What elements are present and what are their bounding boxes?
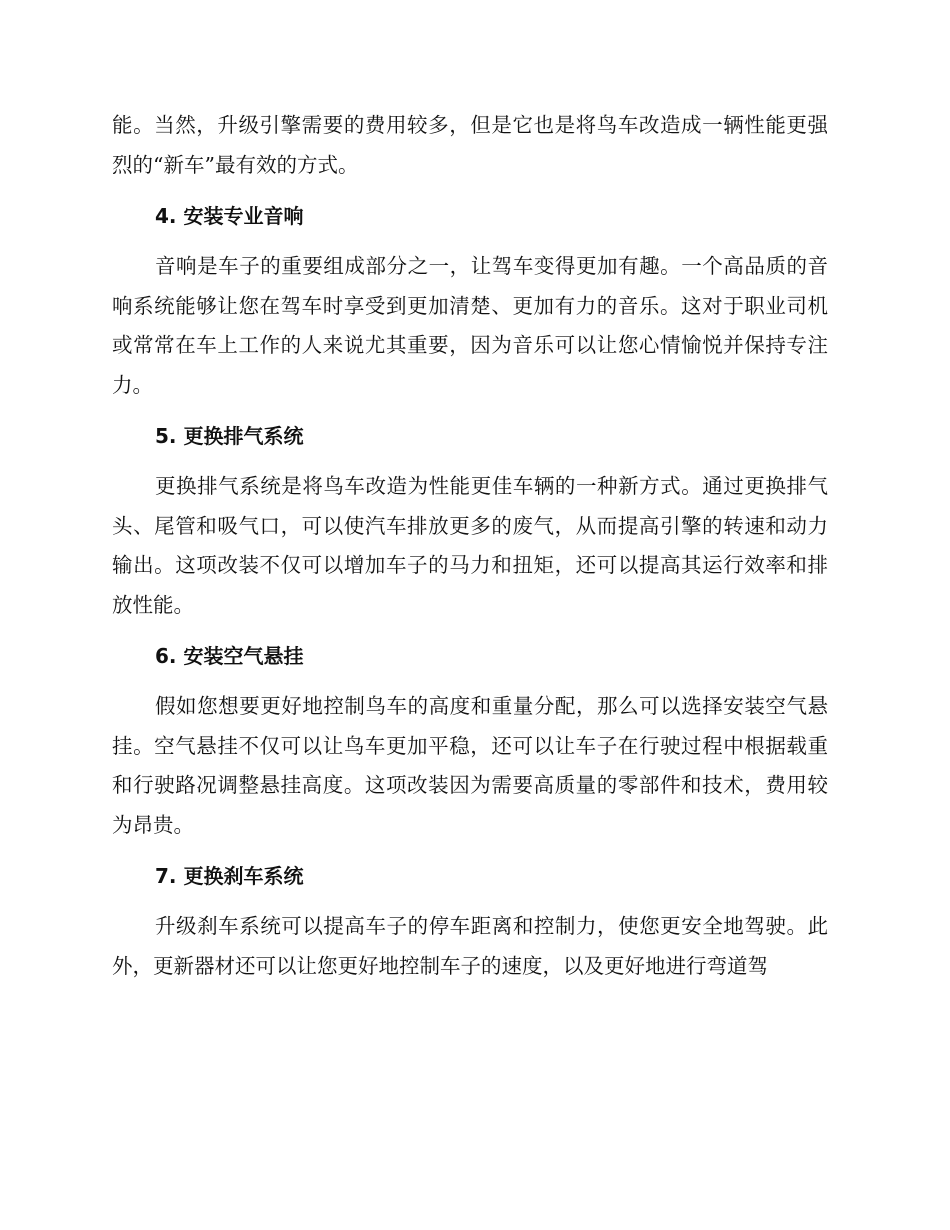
document-page — [112, 106, 828, 986]
section-heading: 6. 安装空气悬挂 — [155, 644, 304, 668]
section-brakes — [112, 862, 828, 986]
section-heading: 7. 更换刹车系统 — [155, 864, 304, 888]
section-air-suspension — [112, 642, 828, 845]
section-body: 假如您想要更好地控制鸟车的高度和重量分配，那么可以选择安装空气悬挂。空气悬挂不仅可以让鸟车更加平稳，还可以让车子在行驶过程中根据载重和行驶路况调整悬挂高度。这项改装因为需要高质量的零部件和技术，费用较为昂贵。 — [112, 694, 828, 837]
section-exhaust — [112, 422, 828, 625]
section-body: 音响是车子的重要组成部分之一，让驾车变得更加有趣。一个高品质的音响系统能够让您在驾车时享受到更加清楚、更加有力的音乐。这对于职业司机或常常在车上工作的人来说尤其重要，因为音乐可以让您心情愉悦并保持专注力。 — [112, 254, 828, 397]
section-audio — [112, 202, 828, 405]
section-body: 更换排气系统是将鸟车改造为性能更佳车辆的一种新方式。通过更换排气头、尾管和吸气口，可以使汽车排放更多的废气，从而提高引擎的转速和动力输出。这项改装不仅可以增加车子的马力和扭矩，还可以提高其运行效率和排放性能。 — [112, 474, 828, 617]
section-heading: 4. 安装专业音响 — [155, 204, 304, 228]
section-body: 升级刹车系统可以提高车子的停车距离和控制力，使您更安全地驾驶。此外，更新器材还可以让您更好地控制车子的速度，以及更好地进行弯道驾 — [112, 914, 828, 978]
intro-paragraph: 能。当然，升级引擎需要的费用较多，但是它也是将鸟车改造成一辆性能更强烈的“新车”最有效的方式。 — [112, 113, 828, 177]
section-heading: 5. 更换排气系统 — [155, 424, 304, 448]
